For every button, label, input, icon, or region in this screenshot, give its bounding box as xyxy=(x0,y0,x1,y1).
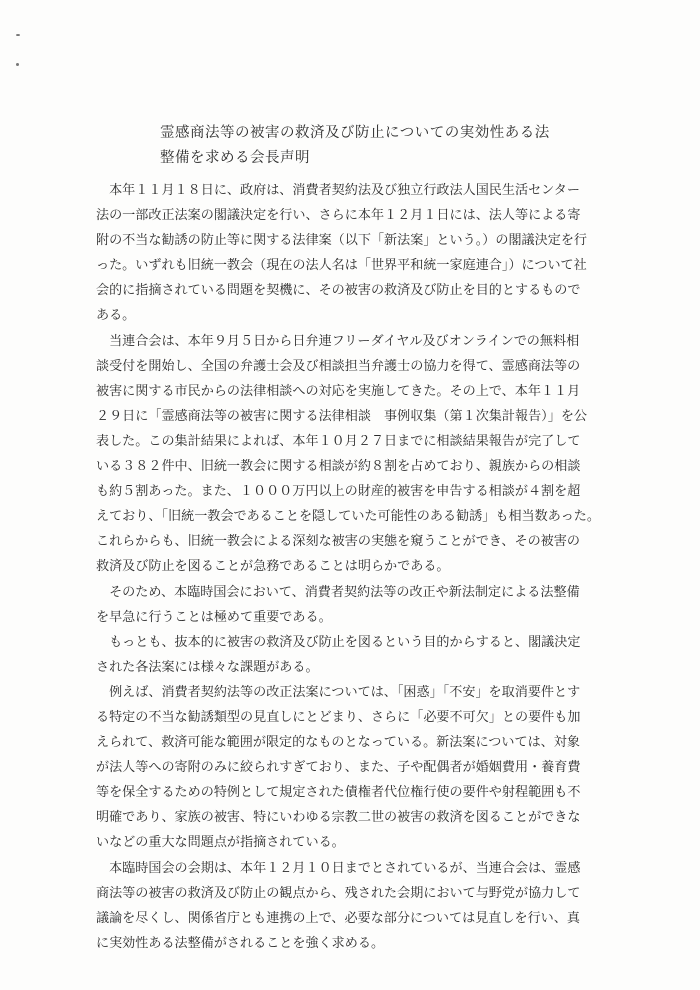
paragraph-line: もっとも、抜本的に被害の救済及び防止を図るという目的からすると、閣議決定 xyxy=(96,634,581,650)
paragraph-line: えており、「旧統一教会であることを隠していた可能性のある勧誘」も相当数あった。 xyxy=(96,509,600,525)
paragraph-6 xyxy=(96,856,616,956)
paragraph-line: った。いずれも旧統一教会（現在の法人名は「世界平和統一家庭連合」）について社 xyxy=(96,258,587,274)
paragraph-line: 談受付を開始し、全国の弁護士会及び相談担当弁護士の協力を得て、霊感商法等の xyxy=(96,358,581,374)
paragraph-line: いなどの重大な問題点が指摘されている。 xyxy=(96,835,345,851)
paragraph-line: これらからも、旧統一教会による深刻な被害の実態を窺うことができ、その被害の xyxy=(96,534,580,550)
scan-speck xyxy=(16,34,20,36)
paragraph-line: ２９日に「霊感商法等の被害に関する法律相談 事例収集（第１次集計報告）」を公 xyxy=(96,408,588,424)
paragraph-line: が法人等への寄附のみに絞られすぎており、また、子や配偶者が婚姻費用・養育費 xyxy=(96,760,581,776)
paragraph-line: いる３８２件中、旧統一教会に関する相談が約８割を占めており、親族からの相談 xyxy=(96,459,581,475)
paragraph-line: 救済及び防止を図ることが急務であることは明らかである。 xyxy=(96,559,450,575)
paragraph-line: 附の不当な勧誘の防止等に関する法律案（以下「新法案」という。）の閣議決定を行 xyxy=(96,233,588,249)
paragraph-line: も約５割あった。また、１０００万円以上の財産的被害を申告する相談が４割を超 xyxy=(96,484,581,500)
paragraph-line: 本臨時国会の会期は、本年１２月１０日までとされているが、当連合会は、霊感 xyxy=(96,860,581,876)
paragraph-line: そのため、本臨時国会において、消費者契約法等の改正や新法制定による法整備 xyxy=(96,584,580,600)
title-line-2: 整備を求める会長声明 xyxy=(160,150,310,166)
scan-speck xyxy=(16,63,19,66)
paragraph-line: 被害に関する市民からの法律相談への対応を実施してきた。その上で、本年１１月 xyxy=(96,383,581,399)
paragraph-line: 商法等の被害の救済及び防止の観点から、残された会期において与野党が協力して xyxy=(96,885,581,901)
paragraph-4 xyxy=(96,630,616,680)
statement-body xyxy=(96,178,616,956)
title-line-1: 霊感商法等の被害の救済及び防止についての実効性ある法 xyxy=(160,125,550,141)
paragraph-line: る特定の不当な勧誘類型の見直しにとどまり、さらに「必要不可欠」との要件も加 xyxy=(96,709,581,725)
paragraph-line: ある。 xyxy=(96,308,136,324)
paragraph-line: 議論を尽くし、関係省庁とも連携の上で、必要な部分については見直しを行い、真 xyxy=(96,910,580,926)
paragraph-3 xyxy=(96,580,616,630)
paragraph-line: 法の一部改正法案の閣議決定を行い、さらに本年１２月１日には、法人等による寄 xyxy=(96,208,581,224)
paragraph-line: 例えば、消費者契約法等の改正法案については、「困惑」「不安」を取消要件とす xyxy=(96,684,581,700)
paragraph-line: えられて、救済可能な範囲が限定的なものとなっている。新法案については、対象 xyxy=(96,735,580,751)
paragraph-line: 当連合会は、本年９月５日から日弁連フリーダイヤル及びオンラインでの無料相 xyxy=(96,333,580,349)
paragraph-line: に実効性ある法整備がされることを強く求める。 xyxy=(96,935,385,951)
paragraph-1 xyxy=(96,178,616,329)
paragraph-line: 表した。この集計結果によれば、本年１０月２７日までに相談結果報告が完了して xyxy=(96,433,581,449)
paragraph-5 xyxy=(96,680,616,856)
paragraph-2 xyxy=(96,329,616,580)
paragraph-line: 本年１１月１８日に、政府は、消費者契約法及び独立行政法人国民生活センター xyxy=(96,183,580,198)
statement-title xyxy=(160,121,580,171)
paragraph-line: を早急に行うことは極めて重要である。 xyxy=(96,609,332,625)
paragraph-line: された各法案には様々な課題がある。 xyxy=(96,659,319,675)
paragraph-line: 会的に指摘されている問題を契機に、その被害の救済及び防止を目的とするもので xyxy=(96,283,581,299)
paragraph-line: 等を保全するための特例として規定された債権者代位権行使の要件や射程範囲も不 xyxy=(96,785,581,801)
paragraph-line: 明確であり、家族の被害、特にいわゆる宗教二世の被害の救済を図ることができな xyxy=(96,810,581,826)
